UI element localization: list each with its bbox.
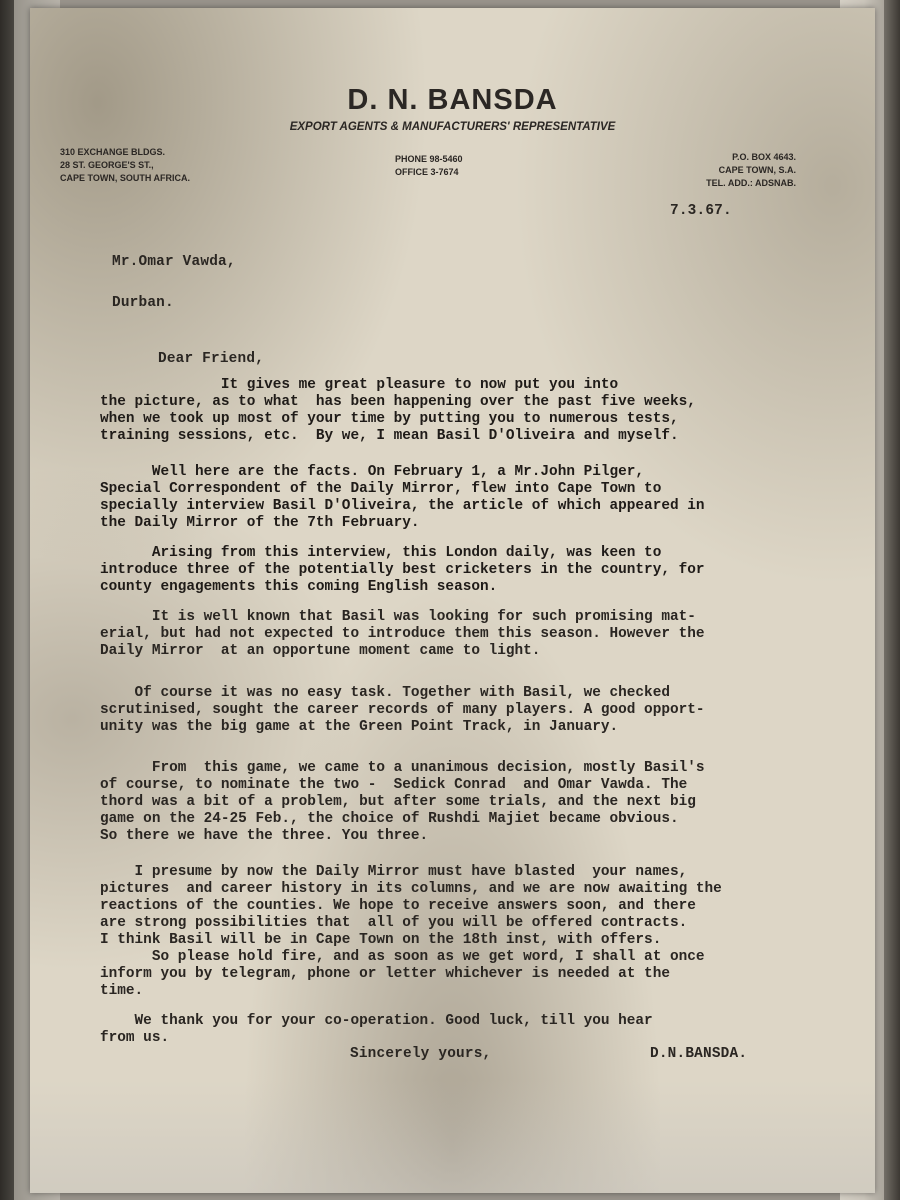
body-line: erial, but had not expected to introduce them this season. However the xyxy=(100,626,705,642)
body-paragraph xyxy=(100,377,840,445)
phone-block xyxy=(395,153,463,179)
salutation: Dear Friend, xyxy=(158,351,265,367)
body-line: Arising from this interview, this London daily, was keen to xyxy=(100,545,662,561)
letter-sheet xyxy=(30,8,875,1193)
body-line: Well here are the facts. On February 1, a Mr.John Pilger, xyxy=(100,464,645,480)
body-line: So there we have the three. You three. xyxy=(100,828,429,844)
body-line: Of course it was no easy task. Together with Basil, we checked xyxy=(100,685,670,701)
body-line: county engagements this coming English season. xyxy=(100,579,498,595)
address-right-line: CAPE TOWN, S.A. xyxy=(718,165,796,175)
body-line: the picture, as to what has been happening over the past five weeks, xyxy=(100,394,696,410)
body-line: thord was a bit of a problem, but after some trials, and the next big xyxy=(100,794,696,810)
address-left-line: CAPE TOWN, SOUTH AFRICA. xyxy=(60,173,190,183)
body-line: inform you by telegram, phone or letter whichever is needed at the xyxy=(100,966,670,982)
body-line: scrutinised, sought the career records of many players. A good opport- xyxy=(100,702,705,718)
body-line: I think Basil will be in Cape Town on the 18th inst, with offers. xyxy=(100,932,662,948)
address-right-line: P.O. BOX 4643. xyxy=(732,152,796,162)
body-line: the Daily Mirror of the 7th February. xyxy=(100,515,420,531)
body-line: training sessions, etc. By we, I mean Basil D'Oliveira and myself. xyxy=(100,428,679,444)
body-line: pictures and career history in its columns, and we are now awaiting the xyxy=(100,881,722,897)
body-paragraph xyxy=(100,1013,840,1047)
body-line: So please hold fire, and as soon as we get word, I shall at once xyxy=(100,949,705,965)
sheet-shadow xyxy=(30,1080,875,1193)
body-line: Special Correspondent of the Daily Mirror, flew into Cape Town to xyxy=(100,481,662,497)
body-line: I presume by now the Daily Mirror must have blasted your names, xyxy=(100,864,688,880)
body-paragraph xyxy=(100,760,840,845)
body-line: when we took up most of your time by putting you to numerous tests, xyxy=(100,411,679,427)
signature: D.N.BANSDA. xyxy=(650,1046,748,1062)
body-line: time. xyxy=(100,983,144,999)
company-name: D. N. BANSDA xyxy=(347,84,558,116)
body-line: of course, to nominate the two - Sedick Conrad and Omar Vawda. The xyxy=(100,777,688,793)
body-line: Daily Mirror at an opportune moment came to light. xyxy=(100,643,541,659)
body-line: unity was the big game at the Green Point Track, in January. xyxy=(100,719,619,735)
body-paragraph xyxy=(100,685,840,736)
body-line: game on the 24-25 Feb., the choice of Rushdi Majiet became obvious. xyxy=(100,811,679,827)
body-line: from us. xyxy=(100,1030,170,1046)
body-paragraph xyxy=(100,864,840,1000)
closing: Sincerely yours, xyxy=(350,1046,492,1062)
address-right xyxy=(694,151,796,190)
address-left-line: 28 ST. GEORGE'S ST., xyxy=(60,160,154,170)
body-paragraph xyxy=(100,545,840,596)
body-line: are strong possibilities that all of you will be offered contracts. xyxy=(100,915,688,931)
body-line: It is well known that Basil was looking for such promising mat- xyxy=(100,609,696,625)
body-line: From this game, we came to a unanimous decision, mostly Basil's xyxy=(100,760,705,776)
phone-line: OFFICE 3-7674 xyxy=(395,167,459,177)
body-line: reactions of the counties. We hope to receive answers soon, and there xyxy=(100,898,696,914)
address-left xyxy=(60,146,190,185)
phone-line: PHONE 98-5460 xyxy=(395,154,463,164)
address-right-line: TEL. ADD.: ADSNAB. xyxy=(706,178,796,188)
company-tagline: EXPORT AGENTS & MANUFACTURERS' REPRESENTATIVE xyxy=(289,121,616,133)
body-line: introduce three of the potentially best cricketers in the country, for xyxy=(100,562,705,578)
recipient-name: Mr.Omar Vawda, xyxy=(112,254,236,270)
letter-date: 7.3.67. xyxy=(670,203,732,219)
body-paragraph xyxy=(100,464,840,532)
body-paragraph xyxy=(100,609,840,660)
recipient-city: Durban. xyxy=(112,295,174,311)
body-line: specially interview Basil D'Oliveira, the article of which appeared in xyxy=(100,498,705,514)
address-left-line: 310 EXCHANGE BLDGS. xyxy=(60,147,166,157)
body-line: It gives me great pleasure to now put you into xyxy=(100,377,619,393)
body-line: We thank you for your co-operation. Good luck, till you hear xyxy=(100,1013,653,1029)
